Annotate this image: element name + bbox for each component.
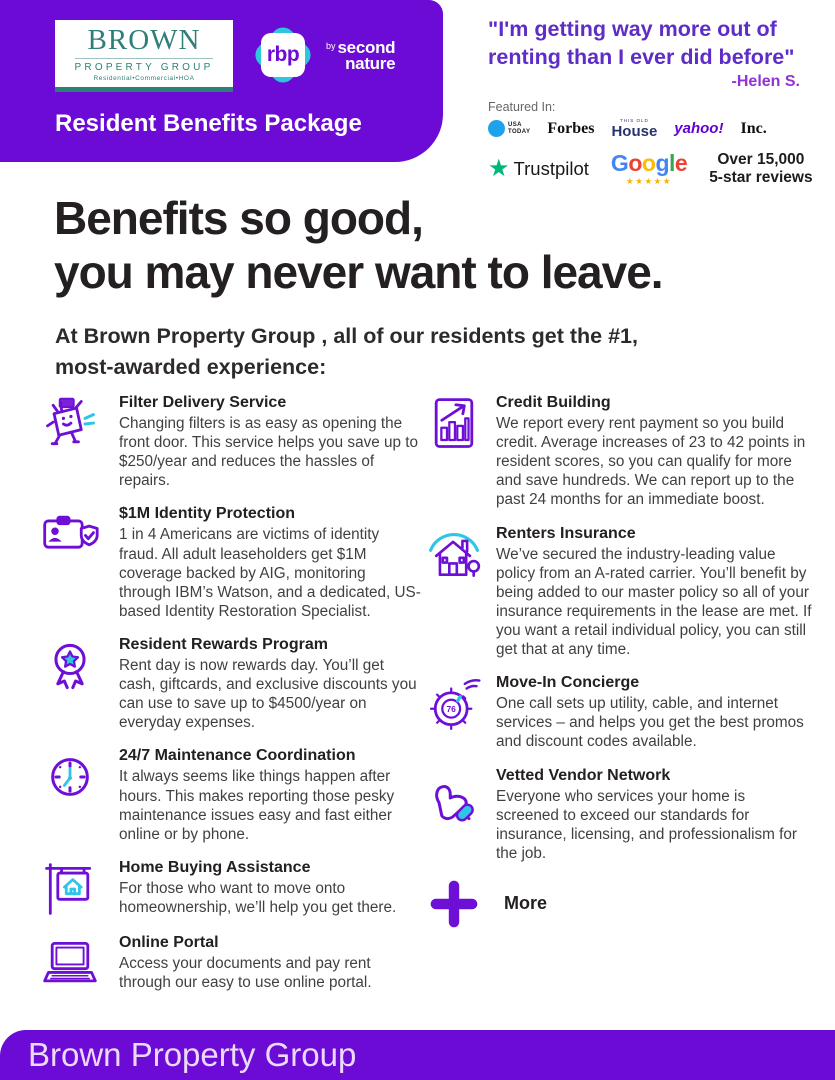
benefit-body: We report every rent payment so you build credit. Average increases of 23 to 42 points in resident scores, so you can qualify for more and save hundreds. We can report up to the past 24 months for an immediate boost.: [496, 415, 806, 509]
usa-today-circle-icon: [488, 120, 505, 137]
credit-building-icon: [424, 394, 484, 454]
rbp-label: rbp: [266, 43, 300, 66]
forbes-logo: Forbes: [547, 119, 595, 137]
this-old-house-logo: THIS OLD House: [611, 118, 658, 140]
trustpilot-star-icon: ★: [488, 155, 510, 183]
brand-bar: [55, 87, 233, 92]
footer-banner: [0, 1030, 835, 1080]
subtitle: [55, 321, 638, 382]
google-stars-icon: ★★★★★: [626, 175, 673, 186]
maintenance-clock-icon: [40, 747, 100, 807]
brand-subname: PROPERTY GROUP: [75, 58, 214, 73]
plus-icon: [428, 878, 480, 930]
header-banner: [0, 0, 443, 162]
benefit-body: For those who want to move onto homeownership, we’ll help you get there.: [119, 879, 397, 916]
benefit-title: $1M Identity Protection: [119, 505, 296, 523]
benefit-body: We’ve secured the industry-leading value policy from an A-rated carrier. You’ll benefit by being added to our master policy so all of your insurance requirements in the lease are met. If you want a retail individual policy, you can still get that at any time.: [496, 545, 812, 659]
headline-line1: Benefits so good,: [54, 192, 423, 244]
quote-line2: renting than I ever did before": [488, 44, 795, 69]
more-label: More: [504, 893, 548, 914]
online-portal-icon: [40, 934, 100, 994]
svg-text:76: 76: [446, 704, 456, 715]
trustpilot-logo: ★ Trustpilot: [488, 155, 589, 183]
reviews-row: [488, 151, 824, 188]
benefit-title: Vetted Vendor Network: [496, 766, 671, 784]
benefit-credit-building: [424, 394, 829, 510]
usa-today-logo: [488, 120, 530, 137]
benefits-column-left: [40, 394, 425, 1009]
press-logos-row: [488, 119, 824, 139]
benefit-maintenance: [40, 747, 425, 843]
subtitle-line2: most-awarded experience:: [55, 354, 327, 379]
testimonial-quote: [488, 16, 824, 71]
second-nature-line2: nature: [345, 54, 396, 74]
quote-attribution: -Helen S.: [731, 73, 800, 91]
resident-rewards-icon: [40, 636, 100, 696]
review-summary: Over 15,000 5-star reviews: [709, 150, 813, 187]
vetted-vendor-icon: [424, 767, 484, 827]
benefit-identity-protection: [40, 505, 425, 621]
google-wordmark: Google: [610, 149, 688, 176]
second-nature-wordmark: [338, 40, 396, 72]
benefit-title: Renters Insurance: [496, 524, 636, 542]
benefit-body: Access your documents and pay rent through our easy to use online portal.: [119, 954, 372, 991]
headline-line2: you may never want to leave.: [54, 245, 663, 298]
subtitle-line1: At Brown Property Group , all of our residents get the #1,: [55, 324, 638, 348]
by-label: by: [326, 41, 336, 51]
benefit-title: Resident Rewards Program: [119, 635, 328, 653]
benefit-title: Home Buying Assistance: [119, 858, 311, 876]
second-nature-logo: [326, 40, 395, 72]
home-buying-icon: [40, 859, 100, 919]
identity-protection-icon: [40, 505, 100, 565]
rbp-logo: [250, 22, 316, 88]
benefit-move-in-concierge: [424, 674, 829, 751]
renters-insurance-icon: [424, 525, 484, 585]
footer-company-name: Brown Property Group: [28, 1036, 357, 1073]
main-headline: [54, 192, 663, 300]
package-title: Resident Benefits Package: [55, 110, 362, 137]
benefit-vetted-vendor: [424, 767, 829, 863]
quote-line1: "I'm getting way more out of: [488, 17, 777, 41]
benefit-filter-delivery: [40, 394, 425, 490]
benefit-body: Everyone who services your home is screened to exceed our standards for insurance, licensing, and professionalism for the job.: [496, 787, 797, 862]
benefit-body: One call sets up utility, cable, and internet services – and helps you get the best promos and discount codes available.: [496, 695, 804, 751]
testimonial-block: [488, 16, 824, 188]
benefit-more: [424, 878, 829, 930]
benefit-body: Changing filters is as easy as opening the front door. This service helps you save up to $250/year and reduces the hassles of repairs.: [119, 415, 419, 490]
benefits-column-right: [424, 394, 829, 930]
benefit-body: It always seems like things happen after hours. This makes reporting those pesky maintenance issues easy and fast either online or by phone.: [119, 768, 395, 843]
benefit-title: Move-In Concierge: [496, 674, 640, 692]
benefit-home-buying: [40, 859, 425, 919]
rbp-square: [261, 33, 305, 77]
second-nature-line1: second: [337, 38, 396, 57]
benefit-title: Filter Delivery Service: [119, 394, 287, 411]
google-reviews-logo: [610, 149, 688, 187]
filter-delivery-icon: [40, 394, 100, 454]
brown-property-group-logo: [55, 20, 233, 92]
benefit-body: Rent day is now rewards day. You’ll get cash, giftcards, and exclusive discounts you can use to save up to $4500/year on everyday expenses.: [119, 656, 417, 732]
benefit-online-portal: [40, 934, 425, 994]
yahoo-logo: yahoo!: [674, 120, 724, 138]
inc-logo: Inc.: [740, 119, 767, 137]
benefit-body: 1 in 4 Americans are victims of identity fraud. All adult leaseholders get $1M coverage backed by AIG, monitoring through IBM’s Watson, and a dedicated, US-based Identity Restoration Specialist.: [119, 526, 421, 620]
benefit-title: Online Portal: [119, 933, 219, 951]
move-in-concierge-icon: [424, 674, 484, 734]
featured-in-label: Featured In:: [488, 100, 556, 115]
brand-name: BROWN: [87, 24, 201, 56]
benefit-resident-rewards: [40, 636, 425, 732]
benefit-renters-insurance: [424, 525, 829, 660]
brand-tagline: Residential•Commercial•HOA: [93, 75, 195, 82]
benefit-title: Credit Building: [496, 394, 611, 411]
benefit-title: 24/7 Maintenance Coordination: [119, 747, 356, 765]
usa-today-wordmark: USA TODAY: [508, 121, 531, 135]
